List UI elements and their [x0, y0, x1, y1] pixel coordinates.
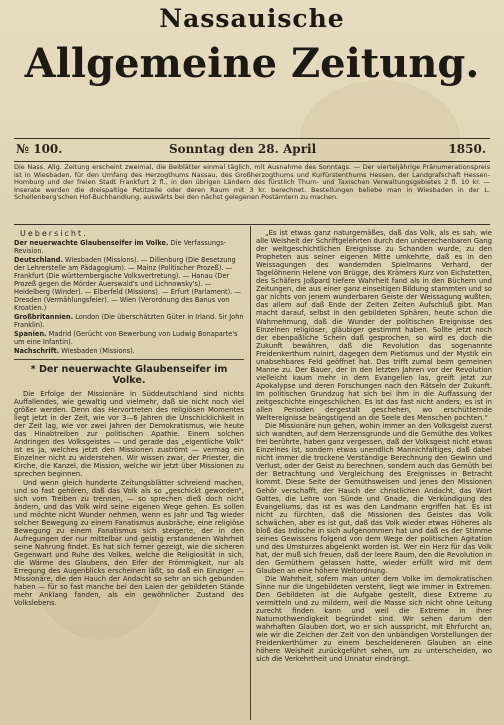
- toc-entry-text: Wiesbaden (Missions). — Dillenburg (Die Besetzung der Lehrerstelle am Pädagogium). — Mainz (Politischer Prozeß). — Frankfurt (Die württembergische Volksvertretung). — Hanau (Der Prozeß gegen die Mörder Auerswald's und Lichnowsky's). — Heidelberg (Winder). — Elberfeld (Missions). — Erfurt (Parlament). — Dresden (Vermählungsfeier). — Wien (Verordnung des Banus von Kroatien.): [14, 256, 241, 312]
- toc-entry: [14, 330, 244, 346]
- toc-entry: [14, 313, 244, 329]
- toc-entry-head: Der neuerwachte Glaubenseifer im Volke.: [14, 239, 169, 247]
- issue-number: № 100.: [16, 142, 63, 156]
- article-paragraph: „Es ist etwas ganz naturgemäßes, daß das Volk, als es sah, wie alle Weisheit der Schriftgelehrten durch den unberechenbaren Gang der weltgeschichtlichen Ereignisse zu Schanden wurde, zu den Propheten aus seiner eigenen Mitte umkehrte, daß es in den Weissagungen des wandernden Spielmanns Verhard, der Tagelöhnerin Helene von Brügge, des Krämers Kurz von Eichstetten, des Schäfers Joßpard tiefere Wahrheit fand als in den Büchern und Zeitungen, die aus einer ganz einseitigen Bildung stammten und so gar nichts von jenem wunderbaren Geiste der Weissagung wußten, das allem auf daß Ende der Zeiten Zeiten Aufschluß gibt. Man macht darauf, selbst in den gebildeten Sphären, heute schon die Wahrnehmung, daß die Wunder der politischen Ereignisse des Einzelnen religiöser, gläubiger gestimmt haben. Sollte jetzt noch der ebenpaßliche Schein daß gesprochen, so wird es doch die Zukunft bewähren, daß die Revolution das sogenannte Freidenkerthum ruinirt, dagegen dem Pietismus und der Mystik ein unabsehbares Feld geöffnet hat. Das trifft zumal beim gemeinen Manne zu. Der Bauer, der in den letzten Jahren vor der Revolution vielleicht kaum mehr in dem Evangelien las, greift jetzt zur Apokalypse und deren Forschungen nach den Rätseln der Zukunft. Im politischen Grundzug hat sich bei ihm in die Auffassung der zeitgeschichte eingeschlichen. Es ist das fast nicht anders; es ist in allen Perioden dergestalt geschehen, wo erschütternde Weltereignisse beängstigend an die Seele des Menschen pochten.“: [256, 229, 492, 423]
- toc-entry-head: Großbritannien.: [14, 313, 74, 321]
- toc-entry-text: Die Verfassungs-Revision.: [14, 239, 227, 255]
- section-rule: [14, 359, 244, 360]
- toc-heading: Uebersicht.: [20, 229, 88, 238]
- notice-rule: [14, 224, 490, 225]
- masthead-line1: Nassauische: [159, 4, 345, 33]
- article-paragraph: Die Wahrheit, sofern man unter dem Volke im demokratischen Sinne nur die Ungebildeten versteht, liegt wie immer in Extremen. Den Gebildeten ist die Aufgabe gestellt, diese Extreme zu vermitteln und zu mildern, weil die Masse sich nicht ohne Leitung zurecht finden kann und weil die Extreme in ihrer Naturnothwendigkeit begründet sind. Wir sehen darum den wahrhaften Glauben dort, wo er sich ausspricht, mit Ehrfurcht an, wie wir die Zeichen der Zeit von den unbändigen Vorstellungen der Freidenkerthümer zu einem bescheideneren Glauben an eine höhere Weisheit zurückgeführt sehen, um zu unterscheiden, wo sich die Verkehrtheit und Unnatur eindrängt.: [256, 575, 492, 664]
- right-column-body: [256, 229, 492, 664]
- dateline: [14, 142, 490, 160]
- top-rule: [14, 138, 490, 139]
- right-column: [256, 229, 492, 664]
- column-divider: [250, 226, 251, 720]
- masthead-title: Allgemeine Zeitung.: [24, 40, 480, 87]
- toc-entry-text: London (Die überschätzten Güter in Irland. Sir John Franklin).: [14, 313, 244, 329]
- toc-entry-text: Madrid (Gerücht von Bewerbung von Ludwig Bonaparte's um eine Infantin).: [14, 330, 238, 346]
- toc-entry: [14, 347, 244, 355]
- table-of-contents: [14, 239, 244, 355]
- toc-entry-text: Wiesbaden (Missions).: [59, 347, 135, 355]
- left-column: [14, 229, 244, 607]
- subscription-notice: Die Nass. Allg. Zeitung erscheint zweimal, die Beiblätter einmal täglich, mit Ausnahme des Sonntags. — Der vierteljährige Pränumerationspreis ist in Wiesbaden, für den Umfang des Herzogthums Nassau, des Großherzogthums und Kurfürstenthums Hessen, der Landgrafschaft Hessen-Homburg und der freien Stadt Frankfurt 2 fl., in den übrigen Ländern des fürstlich Thurn- und Taxischen Verwaltungsgebietes 2 fl. 10 kr. — Inserate werden die dreispaltige Petitzeile oder deren Raum mit 3 kr. berechnet. Bestellungen beliebe man in Wiesbaden in der L. Schellenberg'schen Hof-Buchhandlung, auswärts bei den nächst gelegenen Postämtern zu machen.: [14, 163, 490, 202]
- toc-entry: [14, 256, 244, 312]
- article-paragraph: Und wenn gleich hunderte Zeitungsblätter schreiend machen, und so fast gehören, daß das Volk als so „geschickt geworden“, sich vom Treiben zu trennen, — so sprechen dieß doch nicht ändern, und das Volk wird seine eigenen Wege gehen. Es sollen und möchte nicht Wunder nehmen, wenn es Jahr und Tag wieder solcher Bewegung zu einem Fanatismus ausbräche; eine religiöse Bewegung zu einem Fanatismus sich steigerte, der in den Aufregungen der nur mittelbar und geistig erstandenen Wahrheit seine Nahrung findet. Es hat sich ferner gezeigt, wie die sicheren Gegenwart und Ruhe des Volkes, welche die Religiosität in sich, die Wärme des Glaubens, den Eifer der Frömmigkeit, nur als Erregung des Augenblicks erscheinen läßt, so daß ein Einziger — Missionäre, die den Hauch der Andacht so sehr an sich gebunden haben — für so fast manche bei den Laien der gebildeten Stände mehr Anklang fanden, als ein gewöhnlicher Zustand des Volkslebens.: [14, 478, 244, 608]
- article-paragraph: Die Erfolge der Missionäre in Süddeutschland sind nichts Auffallendes, wie gewaltig und vielmehr, daß sie nicht noch viel größer werden. Denn das Hervortreten des religiösen Momentes liegt jetzt in der Zeit, wie vor 3—6 Jahren die Unschicklichkeit in der Zeit lag, wie vor zwei Jahren der Demokratismus, wie heute das Hinabtreiben zur politischen Apathie. Einem solchen Andringen des Volksgeistes — und gerade das „eigentliche Volk“ ist es ja, welches jetzt den Missionen zuströmt — vermag ein Einzelner nicht zu widerstehen. Wir wissen zwar, der Priester, die Kirche, die Kanzel, die Mission, welche wir jetzt über Missionen zu sprechen beginnen.: [14, 390, 244, 479]
- issue-year: 1850.: [448, 142, 486, 156]
- article-body: [14, 390, 244, 607]
- toc-entry-head: Spanien.: [14, 330, 47, 338]
- dateline-rule: [14, 161, 490, 162]
- toc-entry-head: Deutschland.: [14, 256, 63, 264]
- toc-entry-head: Nachschrift.: [14, 347, 60, 355]
- article-paragraph: Die Missionäre nun gehen, wohin immer an den Volksgeist zuerst sich wandten, auf dem Herzensgrunde und die Gemüthe des Volkes frei berührte, haben ganz vergessen, daß der Volksgeist nicht etwas Einzelnes ist, sondern etwas unendlich Mannichfaltiges, daß dabei nicht immer die trockene Verständige Berechnung den Gewinn und Verlust, oder der Geist zu berechnen, sondern auch das Gemüth bei der Betrachtung und Vergleichung des Ereignisses in Betracht kommt. Diese Seite der Gemüthsweisen und jenes den Missionen Gehör verschafft, der Hauch der christlichen Andacht, das Wort Gottes, die Lehre von Sünde und Gnade, die Verkündigung des Evangeliums, das ist es was den Landmann ergriffen hat. Es ist nicht zu fürchten, daß die Missionen des Geistes das Volk schwächen, aber es ist gut, daß das Volk wieder etwas Höheres als bloß das Irdische in sich aufgenommen hat und daß es der Stimme seines Gewissens folgend von dem Wege der politischen Agitation und des Umsturzes abgelenkt worden ist. Wer ein Herz für das Volk hat, der muß sich freuen, daß der leere Raum, den die Revolution in den Gemüthern gelassen hatte, wieder erfüllt wird mit dem Glauben an eine höhere Weltordnung.: [256, 422, 492, 575]
- issue-date: Sonntag den 28. April: [169, 142, 317, 156]
- toc-entry: [14, 239, 244, 255]
- article-title: * Der neuerwachte Glaubenseifer im Volke.: [30, 364, 228, 386]
